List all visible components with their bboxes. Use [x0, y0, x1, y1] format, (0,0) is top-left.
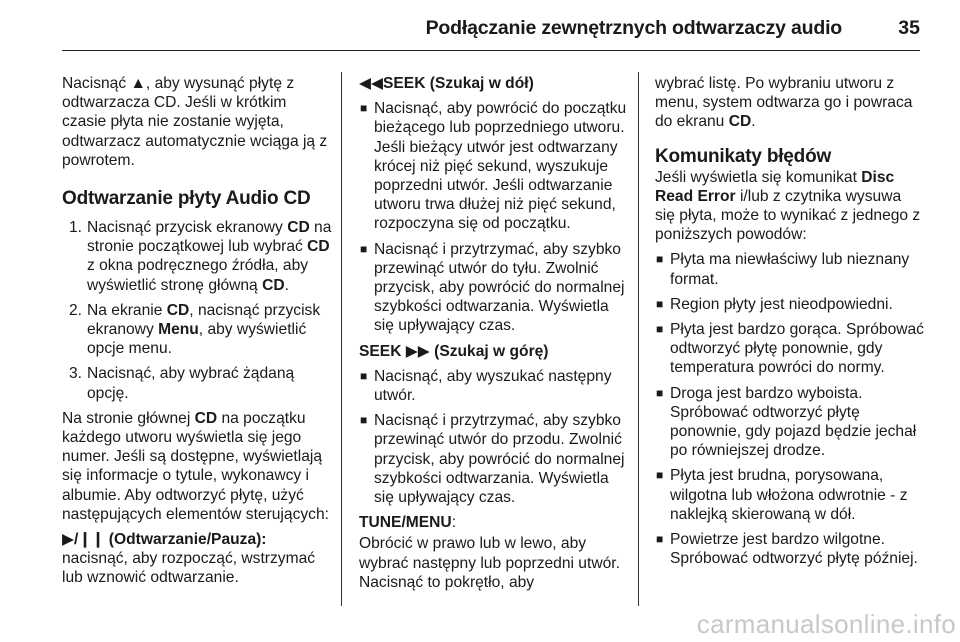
bullet-icon: ■: [656, 532, 664, 547]
bullet-icon: ■: [656, 296, 664, 311]
tune-menu-heading: TUNE/MENU:: [359, 514, 457, 532]
bullet-icon: ■: [656, 385, 664, 400]
list-item: ■ Nacisnąć i przytrzymać, aby szybko przewinąć utwór do tyłu. Zwolnić przycisk, aby powrócić do normalnej szybkości odtwarzania. Wyświetla się upływający czas.: [360, 240, 625, 335]
bullet-icon: ■: [656, 252, 664, 267]
column-2: [359, 74, 629, 598]
list-item: ■ Region płyty jest nieodpowiedni.: [656, 295, 893, 313]
page-header: [62, 0, 920, 51]
play-pause-icon: ▶/❙❙: [62, 531, 105, 549]
column-1: [62, 74, 332, 594]
page-title: Podłączanie zewnętrznych odtwarzaczy audio: [425, 17, 842, 39]
error-causes-list: [655, 250, 925, 568]
bullet-icon: ■: [656, 468, 664, 483]
cd-main-page-paragraph: Na stronie głównej CD na początku każdego utworu wyświetla się jego numer. Jeśli są dostępne, wyświetlają się informacje o tytule, wykonawcy i albumie. Aby odtworzyć płytę, użyć następujących elementów sterujących:: [62, 409, 329, 523]
column-3: [655, 74, 925, 574]
error-intro-paragraph: Jeśli wyświetla się komunikat Disc Read Error i/lub z czytnika wysuwa się płyta, może to wynikać z jednego z poniższych powodów:: [655, 168, 921, 244]
list-item: 2. Na ekranie CD, nacisnąć przycisk ekranowy Menu, aby wyświetlić opcje menu.: [69, 301, 321, 358]
list-item: ■ Płyta ma niewłaściwy lub nieznany format.: [656, 251, 910, 288]
column-divider: [638, 72, 639, 606]
seek-up-heading: SEEK ▶▶ (Szukaj w górę): [359, 342, 549, 360]
bullet-icon: ■: [656, 322, 664, 337]
section-heading-audio-cd: Odtwarzanie płyty Audio CD: [62, 188, 311, 210]
seek-up-list: [359, 367, 629, 507]
column-divider: [341, 72, 342, 606]
fast-forward-icon: ▶▶: [405, 342, 430, 360]
bullet-icon: ■: [360, 101, 368, 116]
rewind-icon: ◀◀: [359, 75, 383, 92]
list-item: ■ Płyta jest brudna, porysowana, wilgotna lub włożona odwrotnie - z naklejką skierowaną w dół.: [656, 467, 908, 523]
list-item: 1. Nacisnąć przycisk ekranowy CD na stronie początkowej lub wybrać CD z okna podręcznego źródła, aby wyświetlić stronę główną CD.: [69, 219, 332, 294]
list-item: ■ Płyta jest bardzo gorąca. Spróbować odtworzyć płytę ponownie, gdy temperatura powróci do normy.: [656, 321, 924, 377]
bullet-icon: ■: [360, 413, 368, 428]
steps-list: [62, 218, 332, 403]
eject-paragraph: Nacisnąć ▲, aby wysunąć płytę z odtwarzacza CD. Jeśli w krótkim czasie płyta nie zostanie wyjęta, odtwarzacz automatycznie wciąga ją z powrotem.: [62, 75, 328, 169]
section-heading-error-messages: Komunikaty błędów: [655, 145, 832, 167]
list-item: ■ Nacisnąć i przytrzymać, aby szybko przewinąć utwór do przodu. Zwolnić przycisk, aby powrócić do normalnej szybkości odtwarzania. Wyświetla się upływający czas.: [360, 412, 625, 507]
play-pause-paragraph: ▶/❙❙ (Odtwarzanie/Pauza): nacisnąć, aby rozpocząć, wstrzymać lub wznowić odtwarzanie.: [62, 531, 316, 587]
list-item: 3. Nacisnąć, aby wybrać żądaną opcję.: [69, 365, 295, 402]
bullet-icon: ■: [360, 368, 368, 383]
continuation-paragraph: wybrać listę. Po wybraniu utworu z menu, system odtwarza go i powraca do ekranu CD.: [655, 75, 913, 131]
list-item: ■ Powietrze jest bardzo wilgotne. Spróbować odtworzyć płytę później.: [656, 531, 918, 568]
seek-down-heading: ◀◀SEEK (Szukaj w dół): [359, 75, 534, 92]
list-item: ■ Droga jest bardzo wyboista. Spróbować odtworzyć płytę ponownie, gdy pojazd będzie jechał po równiejszej drodze.: [656, 384, 917, 460]
eject-icon: ▲: [130, 75, 146, 92]
seek-down-list: [359, 99, 629, 335]
tune-menu-paragraph: Obrócić w prawo lub w lewo, aby wybrać następny lub poprzedni utwór. Nacisnąć to pokrętło, aby: [359, 535, 620, 591]
list-item: ■ Nacisnąć, aby powrócić do początku bieżącego lub poprzedniego utworu. Jeśli bieżący utwór jest odtwarzany krócej niż pięć sekund, wyszukuje poprzedni utwór. Jeśli odtwarzanie utworu trwa dłużej niż pięć sekund, rozpoczyna się od początku.: [360, 100, 627, 233]
bullet-icon: ■: [360, 241, 368, 256]
list-item: ■ Nacisnąć, aby wyszukać następny utwór.: [360, 367, 612, 405]
page-number: 35: [898, 17, 920, 39]
watermark: carmanualsonline.info: [696, 609, 956, 639]
